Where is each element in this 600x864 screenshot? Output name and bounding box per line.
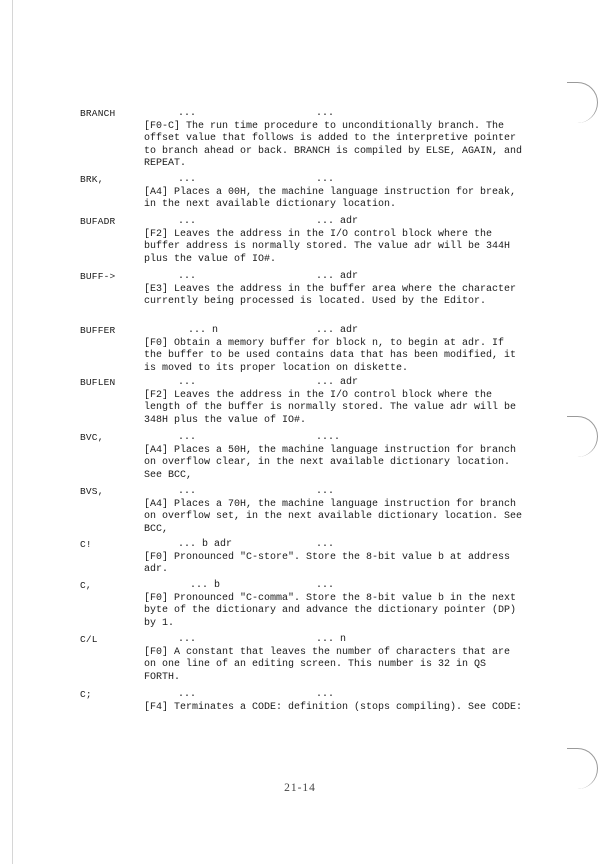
entry-description: [F0] Pronounced "C-comma". Store the 8-bit value b in the next byte of the dictionary and advance the dictionary pointer (DP) by 1. <box>144 593 517 629</box>
stack-before: ... <box>178 432 197 443</box>
entry-description: [F0] Obtain a memory buffer for block n, to begin at adr. If the buffer to be used contains data that has been modified, it is moved to its proper location on diskette. <box>144 338 517 374</box>
stack-after: ... n <box>316 634 347 645</box>
entry-word: C! <box>80 539 92 550</box>
stack-after: ... <box>316 539 335 550</box>
entry-word: BUFFER <box>80 325 116 336</box>
page-number: 21-14 <box>284 782 316 794</box>
stack-after: ... adr <box>316 325 359 336</box>
punch-hole-mark <box>567 82 598 123</box>
stack-before: ... b adr <box>178 539 233 550</box>
entry-word: BUFLEN <box>80 377 116 388</box>
punch-hole-mark <box>567 416 598 457</box>
stack-before: ... <box>178 486 197 497</box>
entry-word: BVS, <box>80 486 104 497</box>
entry-description: [A4] Places a 50H, the machine language instruction for branch on overflow clear, in the next available dictionary location. See BCC, <box>144 445 517 481</box>
stack-after: ... <box>316 486 335 497</box>
stack-after: ... <box>316 108 335 119</box>
stack-after: ... <box>316 580 335 591</box>
entry-description: [F0] A constant that leaves the number of characters that are on one line of an editing screen. This number is 32 in QS FORTH. <box>144 647 511 683</box>
entry-description: [F2] Leaves the address in the I/O control block where the buffer address is normally stored. The value adr will be 344H plus the value of IO#. <box>144 229 511 265</box>
entry-description: [A4] Places a 00H, the machine language instruction for break, in the next available dictionary location. <box>144 187 517 211</box>
entry-description: [F0] Pronounced "C-store". Store the 8-bit value b at address adr. <box>144 552 511 576</box>
stack-after: ... <box>316 174 335 185</box>
stack-before: ... <box>178 108 197 119</box>
entry-word: BRANCH <box>80 108 116 119</box>
stack-before: ... <box>178 634 197 645</box>
stack-before: ... n <box>188 325 219 336</box>
entry-description: [F0-C] The run time procedure to unconditionally branch. The offset value that follows is added to the interpretive pointer to branch ahead or back. BRANCH is compiled by ELSE, AGAIN, and REPEAT. <box>144 121 523 170</box>
entry-word: BUFADR <box>80 216 116 227</box>
entry-word: C/L <box>80 634 98 645</box>
stack-after: .... <box>316 432 341 443</box>
stack-before: ... <box>178 271 197 282</box>
stack-before: ... b <box>190 580 221 591</box>
stack-after: ... adr <box>316 271 359 282</box>
stack-before: ... <box>178 174 197 185</box>
entry-word: BVC, <box>80 432 104 443</box>
stack-before: ... <box>178 216 197 227</box>
entry-description: [F2] Leaves the address in the I/O control block where the length of the buffer is normally stored. The value adr will be 348H plus the value of IO#. <box>144 390 517 426</box>
stack-after: ... adr <box>316 216 359 227</box>
entry-word: BRK, <box>80 174 104 185</box>
stack-after: ... adr <box>316 377 359 388</box>
entry-description: [A4] Places a 70H, the machine language instruction for branch on overflow set, in the next available dictionary location. See BCC, <box>144 499 523 535</box>
stack-after: ... <box>316 689 335 700</box>
entry-word: C, <box>80 580 92 591</box>
stack-before: ... <box>178 377 197 388</box>
page-edge-line <box>12 0 13 864</box>
entry-description: [F4] Terminates a CODE: definition (stops compiling). See CODE: <box>144 702 523 713</box>
stack-before: ... <box>178 689 197 700</box>
entry-description: [E3] Leaves the address in the buffer area where the character currently being processed is located. Used by the Editor. <box>144 284 517 308</box>
entry-word: C; <box>80 689 92 700</box>
entry-word: BUFF-> <box>80 271 116 282</box>
